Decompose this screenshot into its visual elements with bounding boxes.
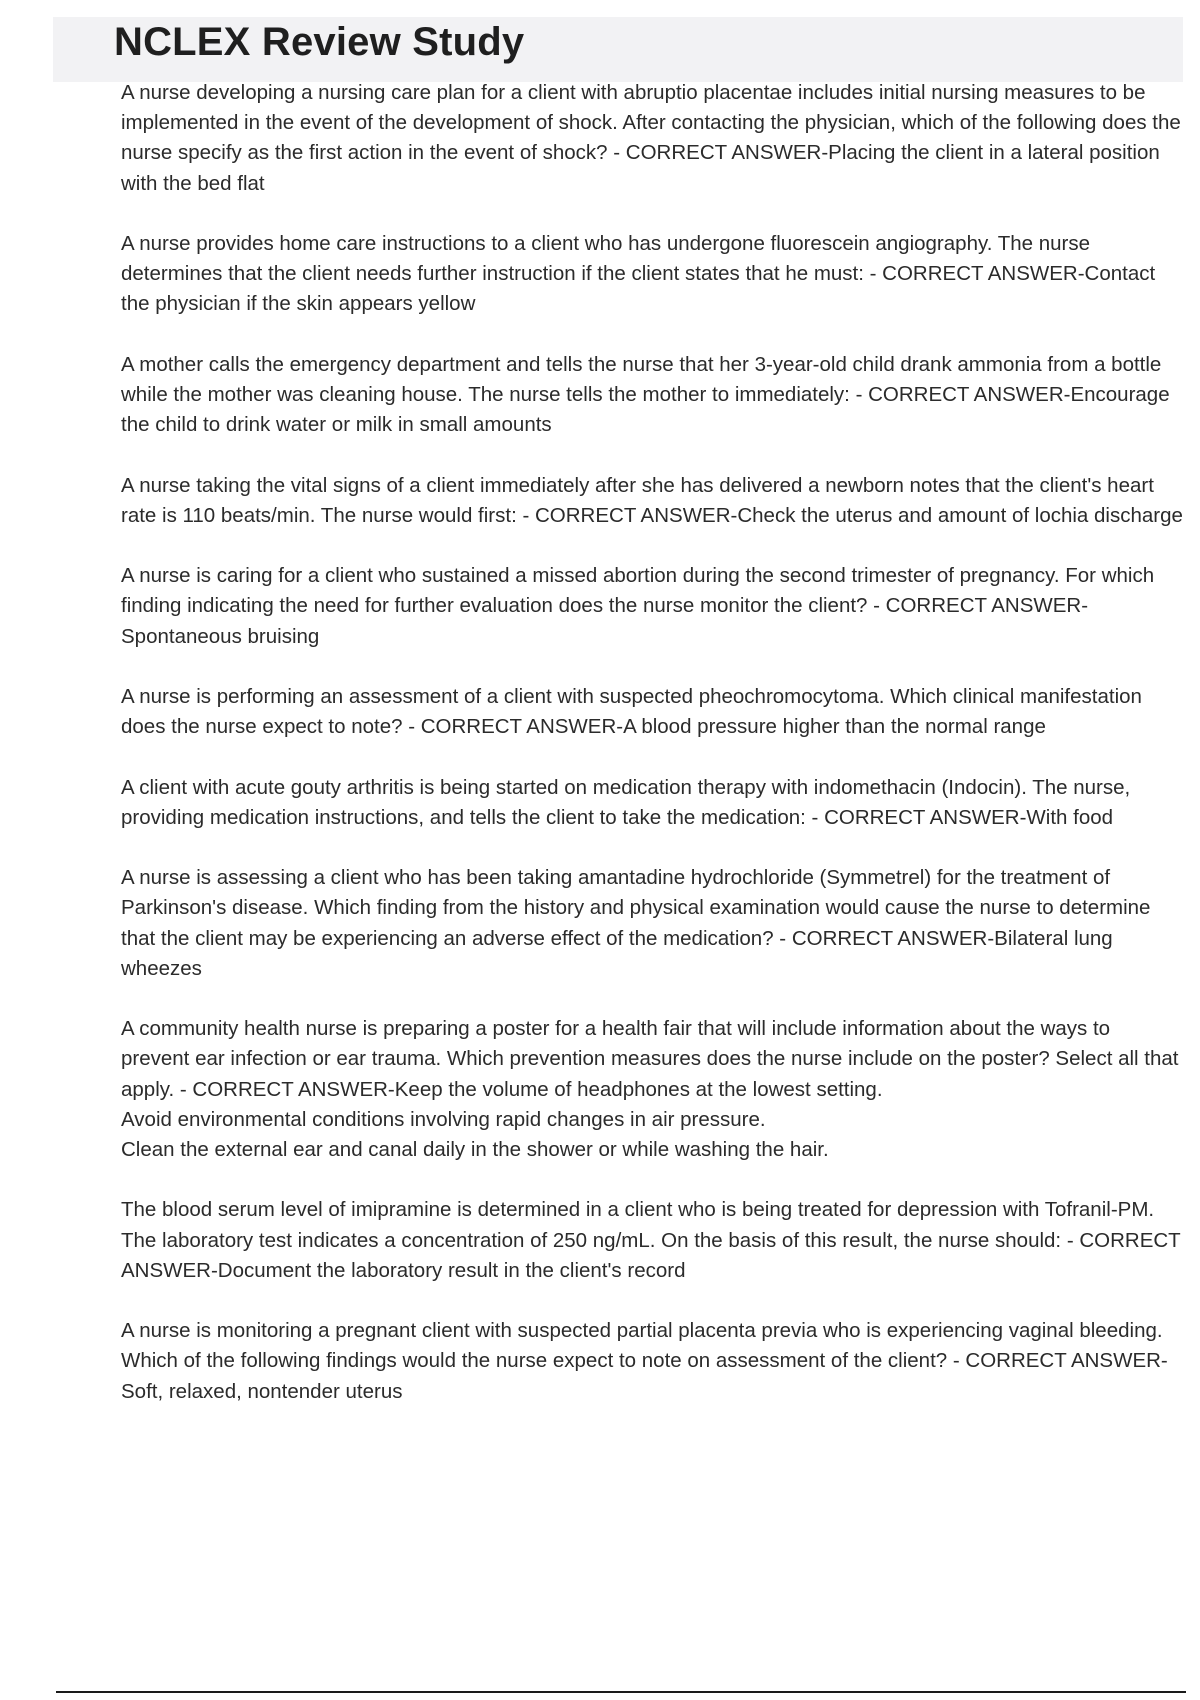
question-answer-item: A mother calls the emergency department and tells the nurse that her 3-year-old child drank ammonia from a bottle while the mother was cleaning house. The nurse tells the mother to immediately: - CORRECT ANSWER-Encourage the child to drink water or milk in small amounts bbox=[121, 352, 1170, 437]
question-answer-item: A nurse is caring for a client who sustained a missed abortion during the second trimester of pregnancy. For which finding indicating the need for further evaluation does the nurse monitor the client? - CORRECT ANSWER-Spontaneous bruising bbox=[121, 564, 1155, 648]
question-answer-item: A nurse is assessing a client who has been taking amantadine hydrochloride (Symmetrel) for the treatment of Parkinson's disease. Which finding from the history and physical examination would cause the nurse to determine that the client may be experiencing an adverse effect of the medication? - CORRECT ANSWER-Bilateral lung wheezes bbox=[121, 866, 1151, 980]
question-list bbox=[121, 78, 1183, 1437]
question-answer-item: A nurse is performing an assessment of a client with suspected pheochromocytoma. Which clinical manifestation does the nurse expect to note? - CORRECT ANSWER-A blood pressure higher than the normal range bbox=[121, 684, 1142, 739]
footer-divider bbox=[56, 1691, 1186, 1693]
question-answer-item: A nurse taking the vital signs of a client immediately after she has delivered a newborn notes that the client's heart rate is 110 beats/min. The nurse would first: - CORRECT ANSWER-Check the uterus and amount of lochia discharge bbox=[121, 473, 1183, 527]
question-answer-item: A nurse developing a nursing care plan for a client with abruptio placentae includes initial nursing measures to be implemented in the event of the development of shock. After contacting the physician, which of the following does the nurse specify as the first action in the event of shock? - CORRECT ANSWER-Placing the client in a lateral position with the bed flat bbox=[121, 81, 1181, 195]
question-answer-item: The blood serum level of imipramine is determined in a client who is being treated for depression with Tofranil-PM. The laboratory test indicates a concentration of 250 ng/mL. On the basis of this result, the nurse should: - CORRECT ANSWER-Document the laboratory result in the client's record bbox=[121, 1198, 1181, 1282]
question-answer-item: A client with acute gouty arthritis is being started on medication therapy with indomethacin (Indocin). The nurse, providing medication instructions, and tells the client to take the medication: - CORRECT ANSWER-With food bbox=[121, 775, 1131, 829]
page-title: NCLEX Review Study bbox=[114, 20, 525, 64]
question-answer-item: A nurse is monitoring a pregnant client with suspected partial placenta previa who is experiencing vaginal bleeding. Which of the following findings would the nurse expect to note on assessment of the client? - CORRECT ANSWER-Soft, relaxed, nontender uterus bbox=[121, 1319, 1168, 1403]
question-answer-item: A community health nurse is preparing a poster for a health fair that will include information about the ways to prevent ear infection or ear trauma. Which prevention measures does the nurse include on the poster? Select all that apply. - CORRECT ANSWER-Keep the volume of headphones at the lowest setting. Avoid environmental conditions involving rapid changes in air pressure. Clean the external ear and canal daily in the shower or while washing the hair. bbox=[121, 1017, 1179, 1161]
question-answer-item: A nurse provides home care instructions to a client who has undergone fluorescein angiography. The nurse determines that the client needs further instruction if the client states that he must: - CORRECT ANSWER-Contact the physician if the skin appears yellow bbox=[121, 232, 1156, 316]
